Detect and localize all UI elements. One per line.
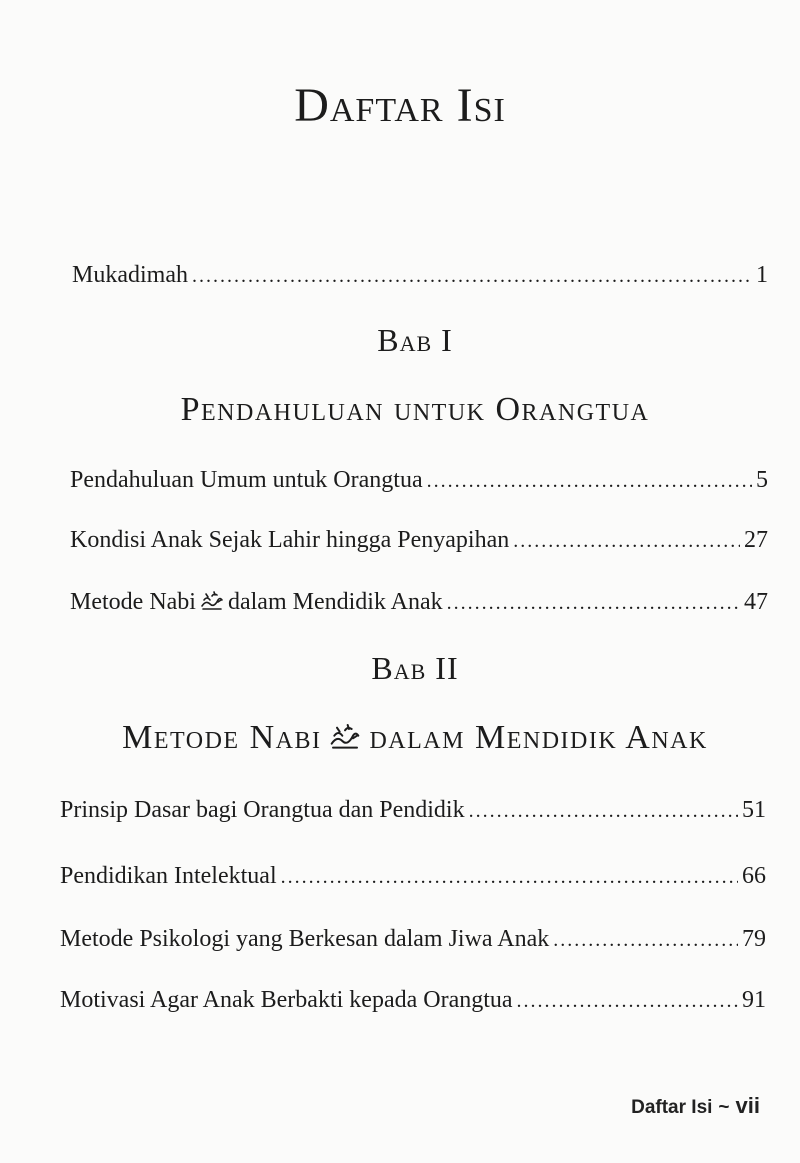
page-title: Daftar Isi (294, 79, 506, 132)
toc-entry[interactable] (60, 987, 766, 1014)
leader-dots (281, 866, 738, 889)
bab-heading: Bab II (371, 650, 459, 686)
toc-entry-page: 27 (744, 527, 768, 553)
footer-page-number: vii (735, 1093, 760, 1118)
chapter-heading (0, 719, 800, 757)
toc-entry-page: 1 (756, 262, 768, 288)
footer-separator: ~ (718, 1097, 730, 1118)
toc-entry[interactable] (60, 863, 766, 890)
chapter-heading: Pendahuluan untuk Orangtua (180, 391, 650, 428)
toc-entry-label (70, 589, 443, 616)
saw-calligraphy-icon (200, 590, 224, 612)
leader-dots (517, 990, 738, 1013)
toc-entry-label: Motivasi Agar Anak Berbakti kepada Orangtua (60, 987, 513, 1013)
toc-entry[interactable] (60, 926, 766, 953)
toc-entry[interactable] (70, 527, 768, 554)
saw-calligraphy-icon (329, 722, 361, 752)
leader-dots (553, 929, 738, 952)
toc-entry-label: Metode Psikologi yang Berkesan dalam Jiwa Anak (60, 926, 550, 952)
toc-entry-mukadimah[interactable] (72, 262, 768, 289)
leader-dots (469, 800, 738, 823)
bab-heading: Bab I (377, 322, 453, 358)
toc-entry-page: 66 (742, 863, 766, 889)
toc-entry-page: 47 (744, 589, 768, 615)
chapter-heading-before: Metode Nabi (122, 719, 322, 756)
toc-entry-page: 79 (742, 926, 766, 952)
toc-entry[interactable] (70, 467, 768, 494)
toc-entry-page: 91 (742, 987, 766, 1013)
toc-entry[interactable] (60, 797, 766, 824)
toc-entry-label: Pendidikan Intelektual (60, 863, 277, 889)
footer-running-title: Daftar Isi (631, 1097, 713, 1118)
chapter-heading-after: dalam Mendidik Anak (369, 719, 708, 756)
toc-entry-label-after: dalam Mendidik Anak (227, 589, 443, 615)
toc-entry-label: Pendahuluan Umum untuk Orangtua (70, 467, 423, 493)
toc-entry-label: Mukadimah (72, 262, 188, 288)
toc-entry[interactable] (70, 589, 768, 616)
leader-dots (447, 592, 740, 615)
toc-entry-label-before: Metode Nabi (70, 589, 196, 615)
toc-entry-label: Kondisi Anak Sejak Lahir hingga Penyapihan (70, 527, 510, 553)
toc-entry-label: Prinsip Dasar bagi Orangtua dan Pendidik (60, 797, 465, 823)
toc-entry-page: 51 (742, 797, 766, 823)
toc-entry-page: 5 (756, 467, 768, 493)
leader-dots (513, 530, 740, 553)
running-footer (631, 1093, 760, 1119)
leader-dots (192, 265, 752, 288)
leader-dots (427, 470, 752, 493)
